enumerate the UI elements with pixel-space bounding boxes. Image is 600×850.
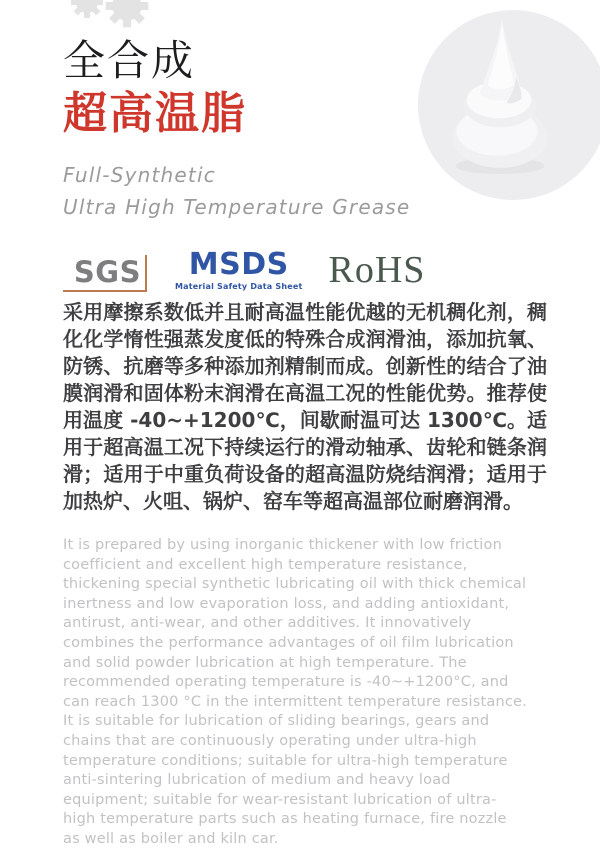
title-zh-red: 超高温脂 bbox=[63, 88, 247, 139]
certification-logos bbox=[63, 244, 425, 292]
subtitle-en bbox=[63, 159, 410, 223]
description-chinese: 采用摩擦系数低并且耐高温性能优越的无机稠化剂，稠化化学惰性强蒸发度低的特殊合成润滑油，添加抗氧、防锈、抗磨等多种添加剂精制而成。创新性的结合了油膜润滑和固体粉末润滑在高温工况的性能优势。推荐使用温度 -40~+1200℃，间歇耐温可达 1300℃。适用于超高温工况下持续运行的滑动轴承、齿轮和链条润滑；适用于中重负荷设备的超高温防烧结润滑；适用于加热炉、火咀、锅炉、窑车等超高温部位耐磨润滑。 bbox=[63, 300, 547, 513]
sgs-logo-text: SGS bbox=[73, 255, 141, 289]
gear-icon bbox=[70, 0, 104, 20]
product-image bbox=[418, 10, 600, 200]
title-zh-black: 全合成 bbox=[63, 36, 196, 85]
msds-logo-subtext: Material Safety Data Sheet bbox=[175, 282, 303, 291]
subtitle-line-1: Full-Synthetic bbox=[63, 163, 216, 187]
sgs-vertical-line bbox=[145, 255, 147, 292]
gear-icon bbox=[104, 0, 150, 30]
subtitle-line-2: Ultra High Temperature Grease bbox=[63, 195, 411, 219]
msds-logo-text: MSDS bbox=[188, 247, 289, 282]
page-title-block bbox=[63, 34, 247, 140]
msds-logo bbox=[175, 247, 303, 292]
grease-dollop-image bbox=[448, 16, 552, 176]
sgs-logo bbox=[63, 252, 147, 292]
rohs-logo: RoHS bbox=[328, 249, 426, 291]
sgs-underline bbox=[63, 290, 147, 292]
description-english: It is prepared by using inorganic thickener with low friction coefficient and excellent high temperature resistance, thickening special synthetic lubricating oil with thick chemical inertness and low evaporation loss, and adding antioxidant, antirust, anti-wear, and other additives. It innovatively combines the performance advantages of oil film lubrication and solid powder lubrication at high temperature. The recommended operating temperature is -40~+1200°C, and can reach 1300 °C in the intermittent temperature resistance. It is suitable for lubrication of sliding bearings, gears and chains that are continuously operating under ultra-high temperature conditions; suitable for ultra-high temperature anti-sintering lubrication of medium and heavy load equipment; suitable for wear-resistant lubrication of ultra-high temperature parts such as heating furnace, fire nozzle as well as boiler and kiln car. bbox=[63, 537, 527, 847]
